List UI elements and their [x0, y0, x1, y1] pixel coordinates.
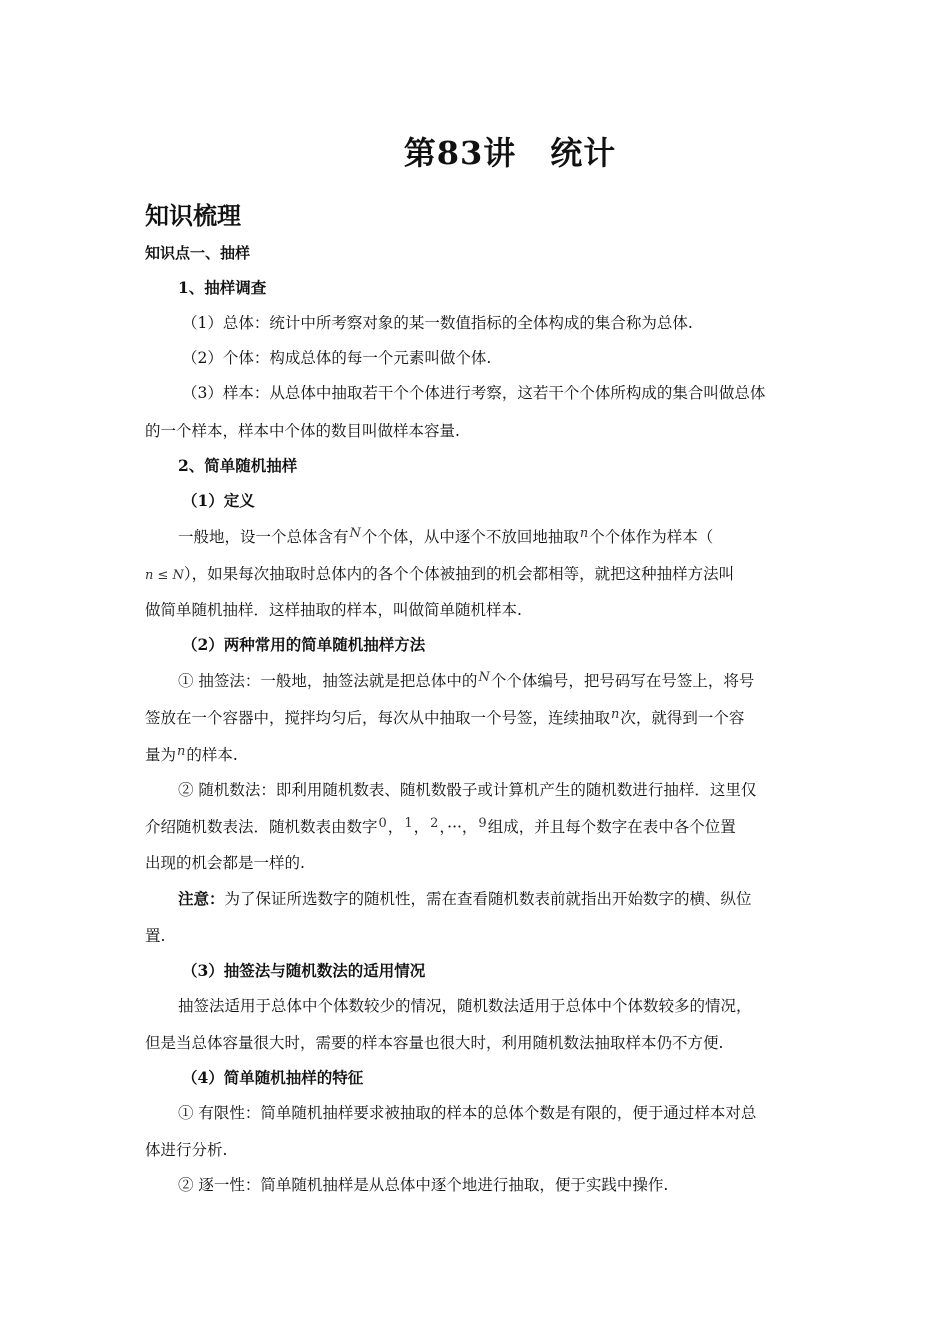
lottery-method-line1	[178, 671, 843, 693]
text-run: ），如果每次抽取时总体内的各个个体被抽到的机会都相等，就把这种抽样方法叫	[183, 565, 735, 583]
subheading-two-methods: （2）两种常用的简单随机抽样方法	[182, 635, 426, 654]
paragraph-sample-line1: （3）样本：从总体中抽取若干个个体进行考察，这若干个个体所构成的集合叫做总体	[182, 384, 766, 402]
text-run: 的样本.	[186, 746, 238, 764]
math-N: N	[478, 670, 490, 685]
text-run: 个个体作为样本（	[589, 528, 714, 546]
text-run: 介绍随机数表法．随机数表由数字	[145, 818, 378, 836]
applicability-line2: 但是当总体容量很大时，需要的样本容量也很大时，利用随机数法抽取样本仍不方便.	[145, 1034, 724, 1052]
feature-finiteness-line1: ① 有限性：简单随机抽样要求被抽取的样本的总体个数是有限的，便于通过样本对总	[178, 1104, 757, 1122]
definition-line1	[178, 527, 843, 549]
random-number-method-line2	[145, 817, 810, 839]
text-run: 次，就得到一个容	[620, 709, 745, 727]
math-digit: 0	[378, 816, 387, 831]
text-run: 为了保证所选数字的随机性，需在查看随机数表前就指出开始数字的横、纵位	[224, 890, 752, 908]
math-digit: 9	[478, 816, 487, 831]
definition-line2	[145, 564, 810, 586]
title-topic: 统计	[550, 134, 617, 172]
math-N: N	[349, 526, 361, 541]
feature-one-by-one: ② 逐一性：简单随机抽样是从总体中逐个地进行抽取，便于实践中操作.	[178, 1176, 669, 1194]
text-run: ，	[387, 818, 404, 836]
subheading-sampling-survey: 1、抽样调查	[178, 278, 267, 297]
text-run: 量为	[145, 746, 177, 764]
math-digit: 1	[404, 816, 413, 831]
lottery-method-line2	[145, 708, 810, 730]
subheading-simple-random-sampling: 2、简单随机抽样	[178, 456, 298, 475]
note-line2: 置.	[145, 927, 166, 945]
knowledge-point-heading: 知识点一、抽样	[145, 244, 251, 262]
text-run: ，	[413, 818, 430, 836]
math-digit: 2	[430, 816, 439, 831]
math-n: n	[177, 744, 186, 759]
text-run: 个个体编号，把号码写在号签上，将号	[490, 672, 755, 690]
math-n: n	[611, 707, 620, 722]
text-run: 个个体，从中逐个不放回地抽取	[361, 528, 579, 546]
text-run: ，···，	[439, 818, 478, 836]
subheading-features: （4）简单随机抽样的特征	[182, 1068, 364, 1087]
text-run: 一般地，设一个总体含有	[178, 528, 349, 546]
page-title	[0, 128, 950, 174]
text-run: 签放在一个容器中，搅拌均匀后，每次从中抽取一个号签，连续抽取	[145, 709, 611, 727]
paragraph-sample-line2: 的一个样本，样本中个体的数目叫做样本容量.	[145, 422, 460, 440]
subheading-applicability: （3）抽签法与随机数法的适用情况	[182, 961, 426, 980]
text-run: 组成，并且每个数字在表中各个位置	[487, 818, 736, 836]
paragraph-individual: （2）个体：构成总体的每一个元素叫做个体.	[182, 349, 492, 367]
definition-line3: 做简单随机抽样．这样抽取的样本，叫做简单随机样本.	[145, 601, 522, 619]
applicability-line1: 抽签法适用于总体中个体数较少的情况，随机数法适用于总体中个体数较多的情况，	[178, 997, 752, 1015]
note-line1	[178, 889, 843, 909]
note-label: 注意：	[178, 889, 225, 908]
lottery-method-line3	[145, 745, 810, 767]
title-lecture-number: 第83讲	[403, 134, 517, 172]
text-run: ① 抽签法：一般地，抽签法就是把总体中的	[178, 672, 478, 690]
math-condition: n ≤ N	[145, 568, 184, 583]
paragraph-population: （1）总体：统计中所考察对象的某一数值指标的全体构成的集合称为总体.	[182, 314, 693, 332]
random-number-method-line1: ② 随机数法：即利用随机数表、随机数骰子或计算机产生的随机数进行抽样．这里仅	[178, 781, 757, 799]
random-number-method-line3: 出现的机会都是一样的.	[145, 854, 305, 872]
feature-finiteness-line2: 体进行分析.	[145, 1141, 228, 1159]
section-heading: 知识梳理	[145, 201, 241, 230]
math-n: n	[579, 526, 589, 541]
subheading-definition: （1）定义	[182, 491, 255, 510]
